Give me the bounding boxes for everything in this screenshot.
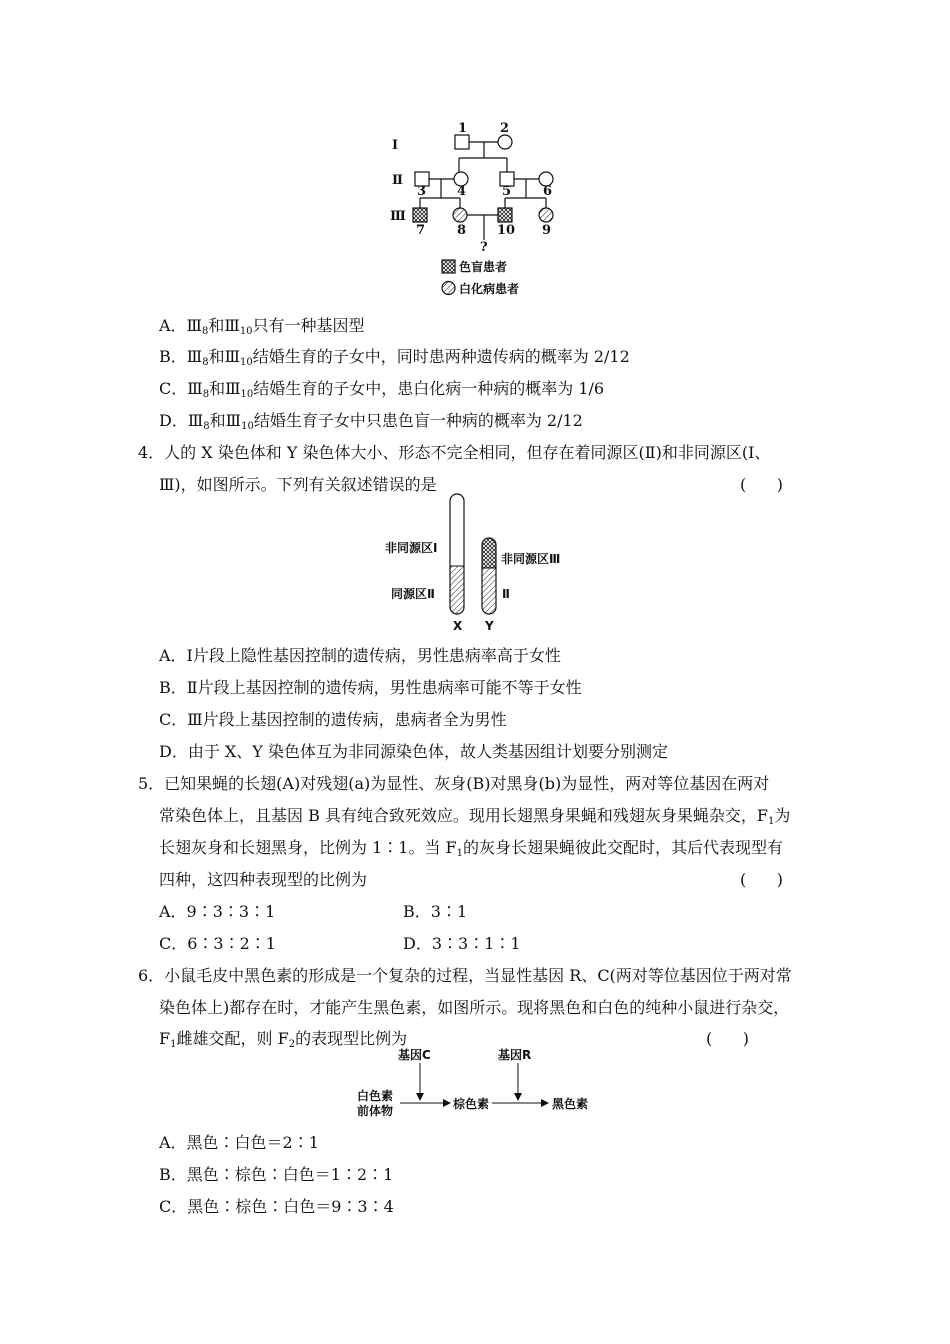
y-nonhomologous-label: 非同源区Ⅲ [501, 552, 561, 566]
q5-stem-line-2: 常染色体上，且基因 B 具有纯合致死效应。现用长翅黑身果蝇和残翅灰身果蝇杂交，$F_1$为 [159, 806, 791, 827]
q5-option-d: D．3∶3∶1∶1 [403, 934, 521, 953]
individual-2 [498, 135, 512, 149]
legend-albinism-label: 白化病患者 [459, 282, 520, 296]
q6-stem-line-1: 6．小鼠毛皮中黑色素的形成是一个复杂的过程，当显性基因 R、C(两对等位基因位于两对常 [138, 966, 792, 985]
q4-option-a: A．Ⅰ片段上隐性基因控制的遗传病，男性患病率高于女性 [159, 646, 561, 665]
q6-option-c: C．黑色∶棕色∶白色＝9∶3∶4 [159, 1197, 394, 1216]
q5-option-b: B．3∶1 [403, 902, 468, 921]
gen-label-2: Ⅱ [392, 173, 403, 188]
q6-stem-line-3: $F_1$雌雄交配，则 $F_2$的表现型比例为 [159, 1029, 408, 1050]
y-homologous-label: Ⅱ [502, 587, 510, 601]
q4-answer-bracket: ( ) [740, 475, 783, 494]
y-chromosome-label: Y [485, 619, 494, 633]
q4-stem-line-1: 4．人的 X 染色体和 Y 染色体大小、形态不完全相同，但存在着同源区(Ⅱ)和非同源区(Ⅰ、 [138, 443, 771, 462]
q6-option-a: A．黑色∶白色＝2∶1 [159, 1133, 319, 1152]
q5-stem-line-1: 5．已知果蝇的长翅(A)对残翅(a)为显性、灰身(B)对黑身(b)为显性，两对等位基因在两对 [138, 774, 770, 793]
legend-colorblind-label: 色盲患者 [459, 260, 508, 274]
pedigree-chart [380, 115, 580, 300]
gene-c-label: 基因C [398, 1048, 431, 1062]
q6-option-b: B．黑色∶棕色∶白色＝1∶2∶1 [159, 1165, 394, 1184]
legend-colorblind-swatch [442, 260, 455, 273]
q3-option-c: C．$Ⅲ_8$和$Ⅲ_{10}$结婚生育的子女中，患白化病一种病的概率为 1/6 [159, 379, 605, 400]
q3-option-b: B．$Ⅲ_8$和$Ⅲ_{10}$结婚生育的子女中，同时患两种遗传病的概率为 2/12 [159, 347, 630, 368]
id-label-9: 9 [542, 223, 552, 238]
individual-9 [539, 208, 553, 222]
offspring-question: ? [480, 240, 488, 255]
individual-10 [498, 208, 512, 222]
gene-r-label: 基因R [498, 1048, 532, 1062]
q5-option-a: A．9∶3∶3∶1 [159, 902, 276, 921]
legend-albinism-swatch [442, 282, 455, 295]
q3-option-d: D．$Ⅲ_8$和$Ⅲ_{10}$结婚生育子女中只患色盲一种病的概率为 2/12 [159, 411, 583, 432]
black-pigment-label: 黑色素 [552, 1097, 589, 1111]
id-label-6: 6 [543, 184, 553, 199]
id-label-5: 5 [502, 184, 512, 199]
id-label-7: 7 [416, 223, 426, 238]
q4-stem-line-2: Ⅲ)，如图所示。下列有关叙述错误的是 [159, 475, 437, 494]
x-nonhomologous-label: 非同源区Ⅰ [385, 541, 438, 555]
q4-option-b: B．Ⅱ片段上基因控制的遗传病，男性患病率可能不等于女性 [159, 678, 582, 697]
precursor-label-line-1: 白色素 [357, 1089, 394, 1103]
q6-answer-bracket: ( ) [706, 1029, 749, 1048]
individual-8 [453, 208, 467, 222]
precursor-label-line-2: 前体物 [357, 1104, 394, 1118]
id-label-8: 8 [457, 223, 467, 238]
brown-pigment-label: 棕色素 [453, 1097, 490, 1111]
x-chromosome-label: X [453, 619, 463, 633]
q5-option-c: C．6∶3∶2∶1 [159, 934, 276, 953]
individual-7 [413, 208, 427, 222]
id-label-10: 10 [497, 223, 516, 238]
id-label-3: 3 [417, 184, 427, 199]
gen-label-1: Ⅰ [392, 138, 399, 153]
id-label-4: 4 [457, 184, 467, 199]
id-label-2: 2 [500, 121, 510, 136]
q5-stem-line-4: 四种，这四种表现型的比例为 [159, 870, 368, 889]
q5-answer-bracket: ( ) [740, 870, 783, 889]
id-label-1: 1 [458, 121, 468, 136]
q4-option-d: D．由于 X、Y 染色体互为非同源染色体，故人类基因组计划要分别测定 [159, 742, 668, 761]
x-homologous-label: 同源区Ⅱ [391, 587, 435, 601]
gen-label-3: Ⅲ [390, 209, 406, 224]
xy-chromosome-figure [380, 490, 580, 635]
q6-stem-line-2: 染色体上)都存在时，才能产生黑色素，如图所示。现将黑色和白色的纯种小鼠进行杂交， [159, 998, 790, 1017]
individual-1 [455, 135, 469, 149]
pigment-pathway-diagram [350, 1040, 600, 1125]
q5-stem-line-3: 长翅灰身和长翅黑身，比例为 1∶1。当 $F_1$的灰身长翅果蝇彼此交配时，其后代表现型有 [159, 838, 784, 859]
q3-option-a: A．$Ⅲ_8$和$Ⅲ_{10}$只有一种基因型 [159, 316, 365, 337]
q4-option-c: C．Ⅲ片段上基因控制的遗传病，患病者全为男性 [159, 710, 507, 729]
